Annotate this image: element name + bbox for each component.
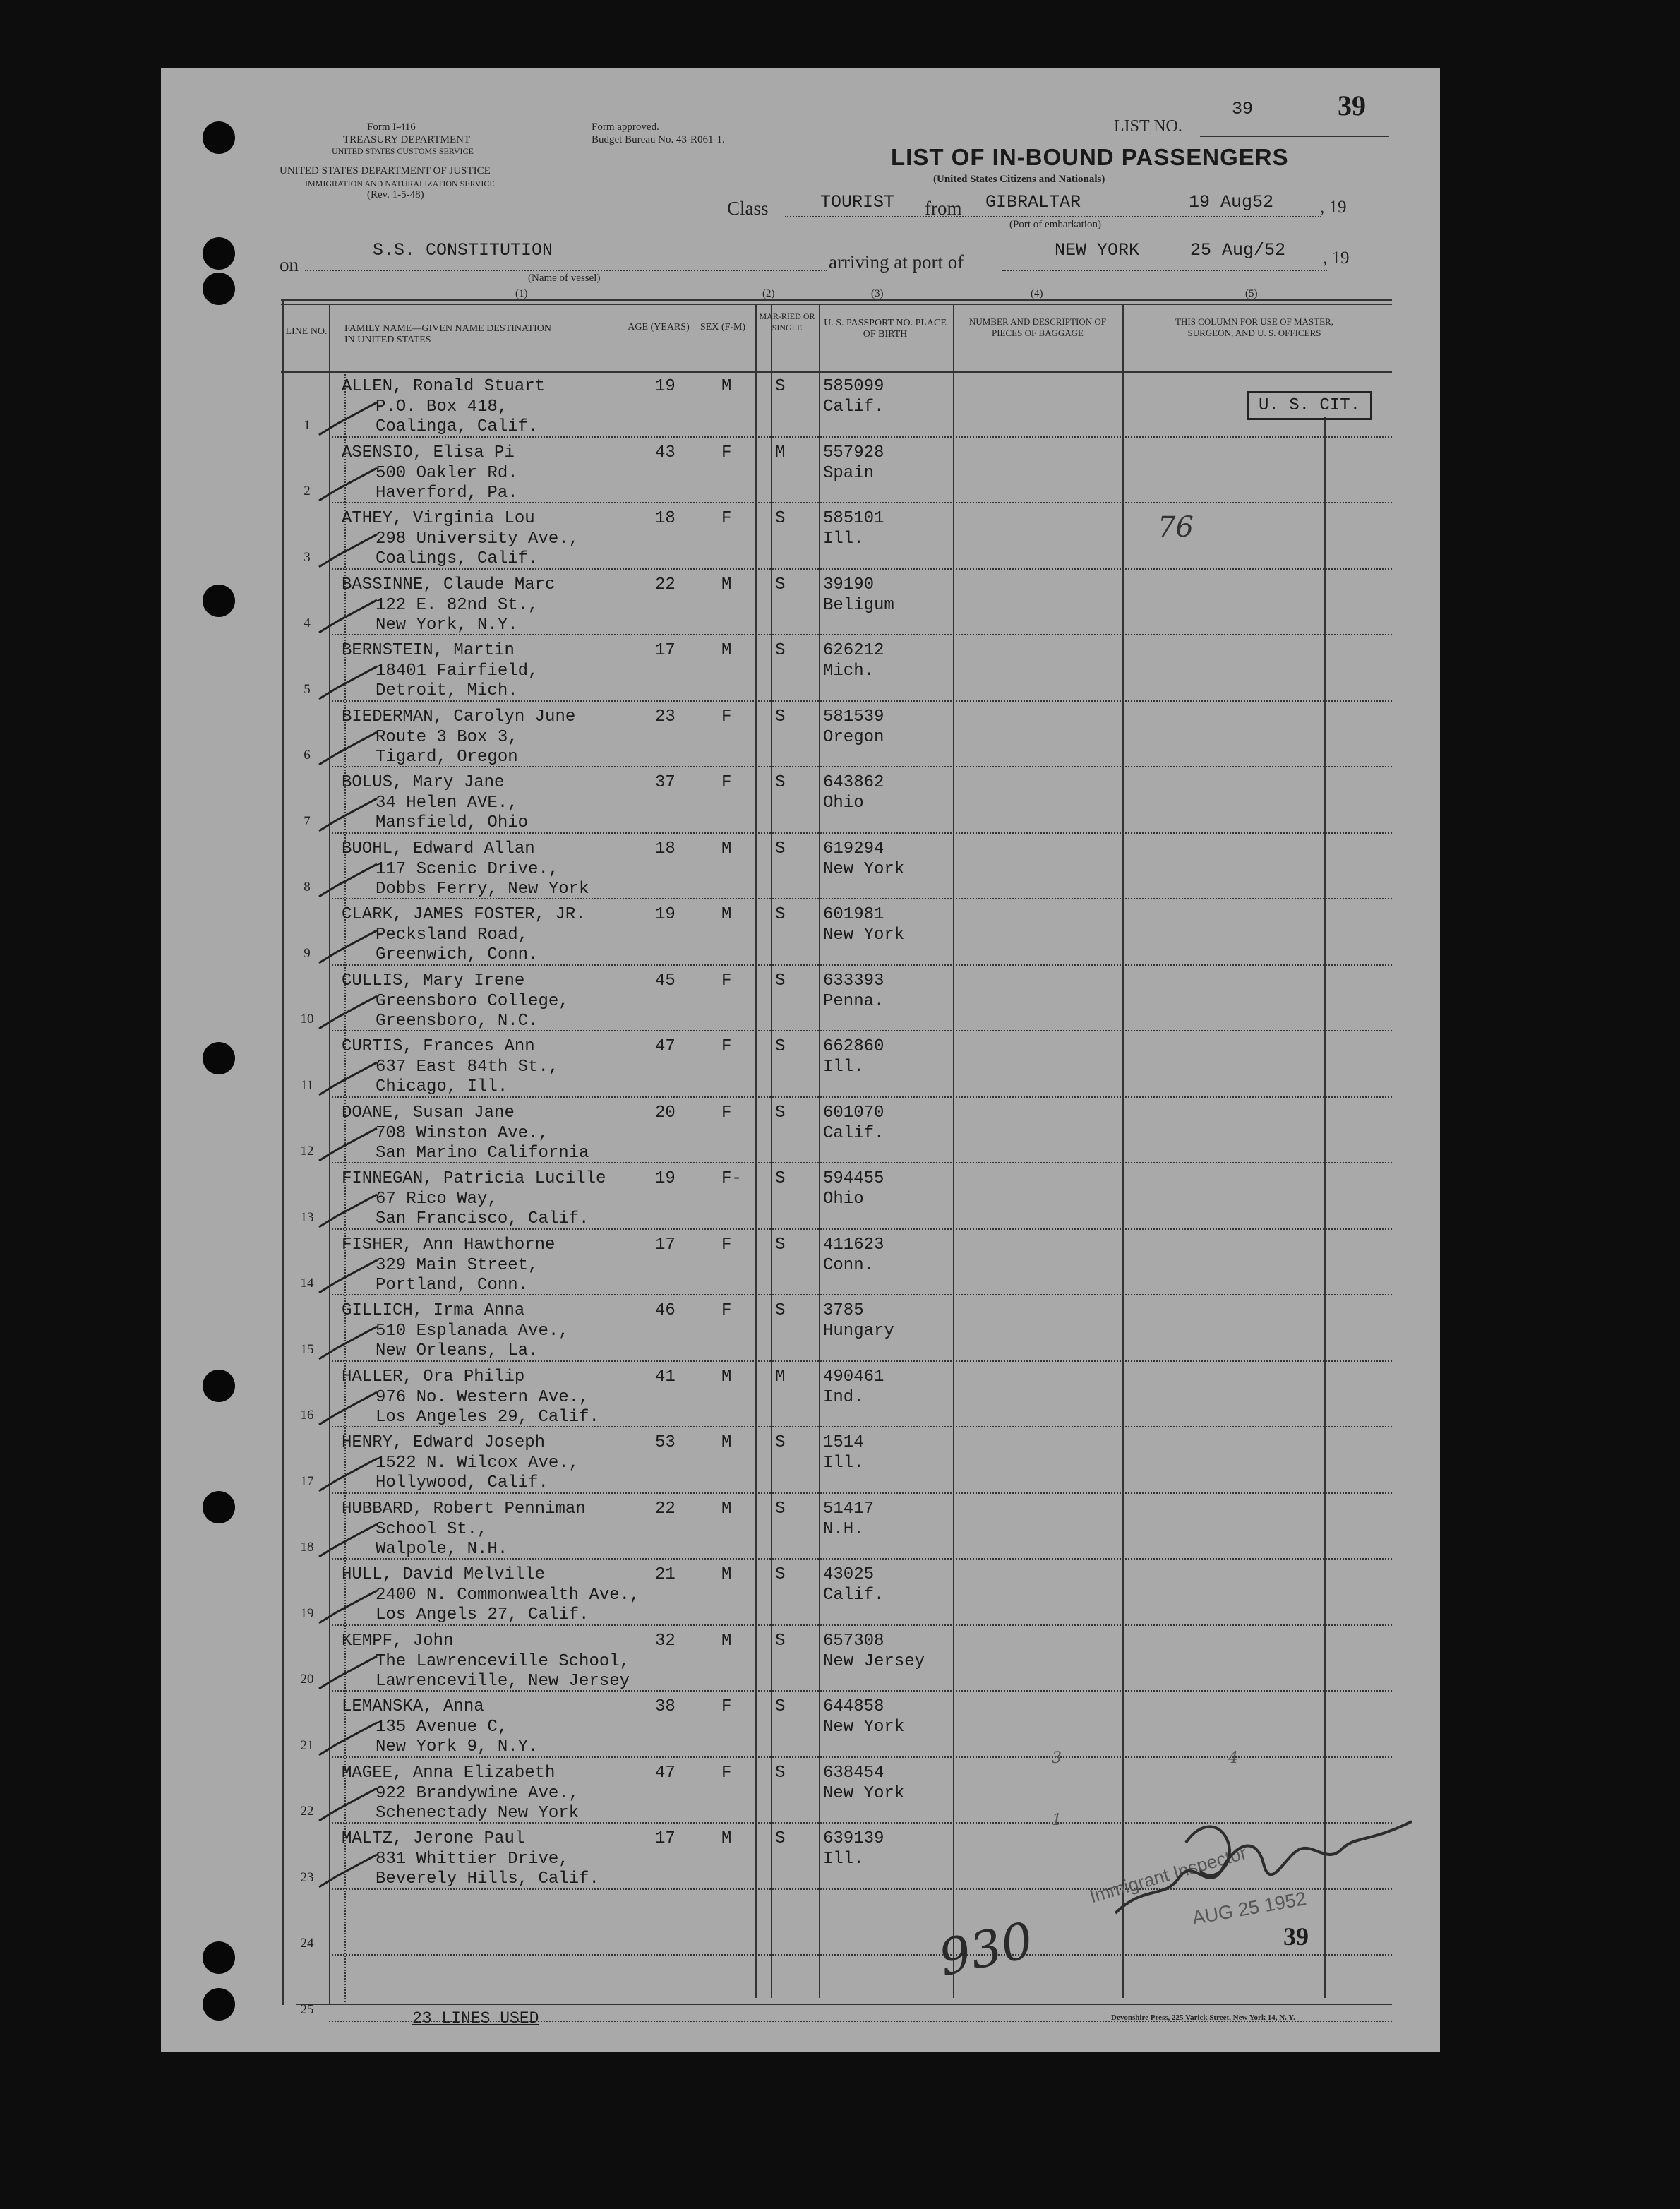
form-number: Form I-416 (367, 121, 416, 133)
passenger-age: 32 (655, 1631, 676, 1651)
passenger-sex: M (721, 1367, 732, 1387)
column-number: (5) (1245, 288, 1258, 299)
document-subtitle: (United States Citizens and Nationals) (933, 174, 1105, 185)
passenger-name: MALTZ, Jerone Paul (342, 1829, 525, 1848)
table-row (0, 438, 1680, 504)
passenger-address-1: P.O. Box 418, (376, 397, 508, 417)
passenger-address-1: 329 Main Street, (376, 1255, 539, 1275)
passenger-address-2: New York 9, N.Y. (376, 1737, 539, 1756)
place-of-birth: Calif. (823, 1586, 884, 1605)
passenger-address-1: 831 Whittier Drive, (376, 1850, 569, 1869)
passport-number: 585101 (823, 509, 884, 528)
line-number: 25 (300, 2001, 314, 2017)
inspector-stamp: Immigrant Inspector (1087, 1841, 1249, 1908)
passenger-sex: M (721, 641, 732, 660)
column-number: (2) (762, 288, 775, 299)
passenger-address-2: Coalings, Calif. (376, 549, 539, 568)
treasury-label: TREASURY DEPARTMENT (343, 134, 471, 145)
passenger-name: ASENSIO, Elisa Pi (342, 443, 515, 462)
passenger-address-2: San Francisco, Calif. (376, 1209, 589, 1228)
passenger-address-2: New Orleans, La. (376, 1341, 539, 1360)
passenger-address-1: 510 Esplanada Ave., (376, 1322, 569, 1341)
passenger-age: 18 (655, 839, 676, 858)
marital-status: M (775, 1367, 786, 1387)
column-header-age: AGE (YEARS) (628, 322, 690, 333)
place-of-birth: Oregon (823, 727, 884, 747)
punch-hole (203, 273, 235, 305)
marital-status: S (775, 1301, 786, 1320)
passenger-sex: M (721, 1499, 732, 1519)
passenger-name: ATHEY, Virginia Lou (342, 509, 535, 528)
passenger-sex: F (721, 1763, 732, 1783)
passenger-address-2: Los Angels 27, Calif. (376, 1605, 589, 1624)
marital-status: S (775, 1235, 786, 1255)
arriving-label: arriving at port of (829, 251, 964, 273)
passenger-name: FISHER, Ann Hawthorne (342, 1235, 556, 1255)
column-number: (4) (1031, 288, 1043, 299)
marital-status: S (775, 839, 786, 858)
passenger-address-1: 135 Avenue C, (376, 1718, 508, 1737)
customs-label: UNITED STATES CUSTOMS SERVICE (332, 146, 474, 156)
list-no-typed: 39 (1232, 99, 1254, 119)
line-number: 9 (304, 945, 311, 961)
form-approved: Form approved. (592, 121, 659, 133)
marital-status: M (775, 443, 786, 462)
passenger-address-1: 298 University Ave., (376, 529, 580, 549)
passenger-address-2: Greensboro, N.C. (376, 1011, 539, 1031)
line-number: 2 (304, 484, 311, 498)
marital-status: S (775, 1763, 786, 1783)
passenger-address-1: 500 Oakler Rd. (376, 463, 518, 483)
passenger-age: 46 (655, 1301, 676, 1320)
marital-status: S (775, 1565, 786, 1584)
passenger-age: 23 (655, 707, 676, 726)
line-number: 11 (300, 1077, 314, 1093)
table-row (0, 635, 1680, 702)
passenger-age: 22 (655, 575, 676, 594)
passenger-address-1: 708 Winston Ave., (376, 1123, 548, 1143)
passport-number: 639139 (823, 1829, 884, 1848)
marital-status: S (775, 1037, 786, 1056)
passenger-age: 38 (655, 1697, 676, 1716)
budget-bureau: Budget Bureau No. 43-R061-1. (592, 134, 725, 145)
passport-number: 3785 (823, 1301, 864, 1320)
passenger-sex: F (721, 773, 732, 792)
line-number: 7 (304, 813, 311, 829)
passenger-address-2: Detroit, Mich. (376, 681, 518, 700)
passenger-name: DOANE, Susan Jane (342, 1103, 515, 1123)
passenger-name: ALLEN, Ronald Stuart (342, 377, 546, 396)
table-row (0, 834, 1680, 900)
embarkation-caption: (Port of embarkation) (1009, 219, 1101, 230)
passenger-address-2: Haverford, Pa. (376, 483, 518, 503)
passenger-name: BOLUS, Mary Jane (342, 773, 505, 792)
passport-number: 601981 (823, 905, 884, 924)
passenger-sex: M (721, 1829, 732, 1848)
passenger-age: 17 (655, 641, 676, 660)
arrival-date: 25 Aug/52 (1190, 240, 1286, 261)
passenger-sex: F (721, 1301, 732, 1320)
column-header-officers: THIS COLUMN FOR USE OF MASTER, SURGEON, AND U. S. OFFICERS (1175, 316, 1333, 338)
passenger-name: BASSINNE, Claude Marc (342, 575, 556, 594)
place-of-birth: Conn. (823, 1255, 875, 1275)
us-citizen-stamp: U. S. CIT. (1247, 391, 1372, 420)
passenger-sex: F (721, 1037, 732, 1056)
place-of-birth: N.H. (823, 1519, 864, 1539)
passport-number: 43025 (823, 1565, 875, 1584)
column-number: (3) (871, 288, 884, 299)
line-number: 22 (300, 1804, 314, 1819)
passenger-address-1: 34 Helen AVE., (376, 794, 518, 813)
line-number: 8 (304, 880, 311, 894)
place-of-birth: New Jersey (823, 1651, 925, 1671)
line-number: 10 (300, 1012, 314, 1026)
passenger-address-1: 976 No. Western Ave., (376, 1387, 589, 1407)
passport-number: 490461 (823, 1367, 884, 1387)
marital-status: S (775, 641, 786, 660)
table-row (0, 966, 1680, 1032)
on-label: on (280, 254, 299, 275)
embarkation-date: 19 Aug52 (1189, 192, 1274, 212)
marital-status: S (775, 773, 786, 792)
place-of-birth: New York (823, 859, 905, 879)
passport-number: 594455 (823, 1169, 884, 1188)
passenger-address-1: 122 E. 82nd St., (376, 595, 539, 615)
marital-status: S (775, 1829, 786, 1848)
passport-number: 1514 (823, 1433, 864, 1452)
table-row (0, 1890, 1680, 1956)
passenger-address-1: Greensboro College, (376, 991, 569, 1011)
passenger-address-2: Schenectady New York (376, 1803, 580, 1823)
passenger-address-2: Los Angeles 29, Calif. (376, 1407, 599, 1427)
place-of-birth: Spain (823, 463, 875, 483)
passport-number: 644858 (823, 1697, 884, 1716)
table-row (0, 1494, 1680, 1560)
document-title: LIST OF IN-BOUND PASSENGERS (891, 144, 1289, 170)
passenger-name: LEMANSKA, Anna (342, 1697, 484, 1716)
baggage-mark: 1 (1052, 1812, 1062, 1829)
table-row (0, 1692, 1680, 1758)
printer-imprint: Devonshire Press, 225 Varick Street, New York 14, N. Y. (1111, 2013, 1295, 2022)
line-number: 6 (304, 748, 311, 762)
passenger-sex: M (721, 1631, 732, 1651)
place-of-birth: Calif. (823, 397, 884, 417)
place-of-birth: Ill. (823, 1058, 864, 1077)
column-header-line: LINE NO. (285, 326, 328, 337)
passenger-address-1: Route 3 Box 3, (376, 727, 518, 747)
justice-label: UNITED STATES DEPARTMENT OF JUSTICE (280, 165, 491, 176)
table-row (0, 1163, 1680, 1230)
place-of-birth: Penna. (823, 991, 884, 1011)
passport-number: 581539 (823, 707, 884, 726)
table-row (0, 1758, 1680, 1824)
passenger-address-1: School St., (376, 1519, 488, 1539)
passport-number: 51417 (823, 1499, 875, 1519)
passport-number: 657308 (823, 1631, 884, 1651)
line-number: 23 (300, 1869, 314, 1885)
passenger-name: GILLICH, Irma Anna (342, 1301, 525, 1320)
marital-status: S (775, 971, 786, 990)
passenger-name: HUBBARD, Robert Penniman (342, 1499, 586, 1519)
passenger-sex: M (721, 839, 732, 858)
table-row (0, 1427, 1680, 1494)
place-of-birth: New York (823, 1783, 905, 1803)
table-row (0, 767, 1680, 834)
passport-number: 601070 (823, 1103, 884, 1123)
passenger-age: 41 (655, 1367, 676, 1387)
passenger-name: HENRY, Edward Joseph (342, 1433, 546, 1452)
passport-number: 557928 (823, 443, 884, 462)
passport-number: 411623 (823, 1235, 884, 1255)
table-row (0, 1956, 1680, 2022)
passenger-address-2: Walpole, N.H. (376, 1539, 508, 1559)
passenger-address-1: 2400 N. Commonwealth Ave., (376, 1586, 640, 1605)
punch-hole (203, 237, 235, 270)
marital-status: S (775, 1103, 786, 1123)
passenger-address-2: Hollywood, Calif. (376, 1473, 548, 1492)
table-row (0, 570, 1680, 636)
marital-status: S (775, 1169, 786, 1188)
passenger-name: HALLER, Ora Philip (342, 1367, 525, 1387)
vessel-name: S.S. CONSTITUTION (373, 240, 553, 261)
passenger-sex: M (721, 377, 732, 396)
year-suffix: , 19 (1320, 198, 1347, 217)
year-suffix-2: , 19 (1323, 249, 1350, 268)
table-row (0, 503, 1680, 570)
passenger-address-1: 67 Rico Way, (376, 1190, 498, 1209)
inspector-signature (1101, 1793, 1426, 1952)
passenger-sex: F (721, 509, 732, 528)
passenger-age: 18 (655, 509, 676, 528)
arrival-port: NEW YORK (1055, 240, 1140, 261)
passenger-sex: F (721, 1235, 732, 1255)
table-row (0, 1560, 1680, 1626)
table-row (0, 1031, 1680, 1098)
table-row (0, 1362, 1680, 1428)
passenger-address-2: Dobbs Ferry, New York (376, 879, 589, 899)
marital-status: S (775, 377, 786, 396)
passenger-name: CLARK, JAMES FOSTER, JR. (342, 905, 586, 924)
passenger-age: 47 (655, 1037, 676, 1056)
table-row (0, 371, 1680, 438)
line-number: 5 (304, 681, 311, 697)
passenger-name: BUOHL, Edward Allan (342, 839, 535, 858)
passenger-age: 43 (655, 443, 676, 462)
column-header-sex: SEX (F-M) (700, 322, 746, 333)
passenger-address-2: Beverely Hills, Calif. (376, 1869, 599, 1888)
passenger-name: FINNEGAN, Patricia Lucille (342, 1169, 606, 1188)
place-of-birth: New York (823, 1718, 905, 1737)
line-number: 12 (300, 1144, 314, 1159)
passenger-sex: F (721, 1697, 732, 1716)
officer-mark: 76 (1158, 511, 1194, 544)
passenger-age: 53 (655, 1433, 676, 1452)
column-header-married: MAR-RIED OR SINGLE (759, 311, 815, 333)
marital-status: S (775, 707, 786, 726)
passenger-sex: M (721, 575, 732, 594)
passenger-address-2: Greenwich, Conn. (376, 945, 539, 964)
marital-status: S (775, 1631, 786, 1651)
page-number: 39 (1283, 1922, 1309, 1951)
passenger-name: HULL, David Melville (342, 1565, 546, 1584)
lines-used: 23 LINES USED (412, 2009, 539, 2028)
column-header-name: FAMILY NAME—GIVEN NAME DESTINATION IN UNITED STATES (344, 323, 551, 345)
passport-number: 662860 (823, 1037, 884, 1056)
officer-mark: 4 (1228, 1749, 1238, 1767)
column-number: (1) (515, 288, 528, 299)
passenger-address-1: Pecksland Road, (376, 926, 529, 945)
inspector-stamp-date: AUG 25 1952 (1190, 1888, 1308, 1929)
line-number: 21 (300, 1737, 314, 1753)
list-no-handwritten: 39 (1338, 90, 1366, 121)
passenger-address-2: Lawrenceville, New Jersey (376, 1671, 630, 1691)
passenger-name: BIEDERMAN, Carolyn June (342, 707, 576, 726)
passenger-sex: M (721, 905, 732, 924)
marital-status: S (775, 1433, 786, 1452)
line-number: 13 (300, 1209, 314, 1225)
marital-status: S (775, 575, 786, 594)
table-row (0, 702, 1680, 768)
place-of-birth: Hungary (823, 1322, 894, 1341)
passenger-age: 20 (655, 1103, 676, 1123)
passport-number: 39190 (823, 575, 875, 594)
column-header-baggage: NUMBER AND DESCRIPTION OF PIECES OF BAGGAGE (969, 316, 1106, 338)
passenger-name: BERNSTEIN, Martin (342, 641, 515, 660)
marital-status: S (775, 1697, 786, 1716)
passenger-address-2: Tigard, Oregon (376, 747, 518, 767)
revision-label: (Rev. 1-5-48) (367, 189, 424, 200)
place-of-birth: Ill. (823, 529, 864, 549)
line-number: 14 (300, 1276, 314, 1291)
passenger-address-2: Mansfield, Ohio (376, 813, 529, 832)
table-row (0, 1824, 1680, 1890)
place-of-birth: Beligum (823, 595, 894, 615)
baggage-mark: 3 (1052, 1749, 1062, 1767)
ins-label: IMMIGRATION AND NATURALIZATION SERVICE (305, 179, 495, 188)
marital-status: S (775, 509, 786, 528)
line-number: 17 (300, 1473, 314, 1489)
passport-number: 643862 (823, 773, 884, 792)
passport-number: 619294 (823, 839, 884, 858)
passenger-address-2: Coalinga, Calif. (376, 417, 539, 436)
passenger-age: 22 (655, 1499, 676, 1519)
passenger-age: 19 (655, 1169, 676, 1188)
punch-hole (203, 121, 235, 154)
place-of-birth: Ohio (823, 1190, 864, 1209)
passport-number: 626212 (823, 641, 884, 660)
passenger-address-1: The Lawrenceville School, (376, 1651, 630, 1671)
handwritten-total: 930 (933, 1911, 1038, 1987)
column-header-passport: U. S. PASSPORT NO. PLACE OF BIRTH (824, 318, 947, 340)
place-of-birth: Calif. (823, 1123, 884, 1143)
line-number: 20 (300, 1672, 314, 1687)
passenger-age: 37 (655, 773, 676, 792)
passenger-sex: M (721, 1565, 732, 1584)
passenger-name: CURTIS, Frances Ann (342, 1037, 535, 1056)
passenger-age: 17 (655, 1235, 676, 1255)
marital-status: S (775, 905, 786, 924)
passenger-sex: F (721, 1103, 732, 1123)
passenger-sex: F (721, 971, 732, 990)
table-row (0, 1230, 1680, 1296)
place-of-birth: Ill. (823, 1454, 864, 1473)
line-number: 1 (304, 417, 311, 433)
table-row (0, 899, 1680, 966)
passenger-address-1: 637 East 84th St., (376, 1058, 559, 1077)
class-value: TOURIST (820, 192, 895, 212)
port-of-embarkation: GIBRALTAR (985, 192, 1081, 212)
table-row (0, 1098, 1680, 1164)
passenger-address-1: 117 Scenic Drive., (376, 859, 559, 879)
table-row (0, 1295, 1680, 1362)
line-number: 16 (300, 1408, 314, 1423)
place-of-birth: Ohio (823, 794, 864, 813)
passenger-name: CULLIS, Mary Irene (342, 971, 525, 990)
passenger-sex: F- (721, 1169, 742, 1188)
passenger-address-2: Chicago, Ill. (376, 1077, 508, 1096)
passenger-age: 45 (655, 971, 676, 990)
line-number: 3 (304, 549, 311, 565)
passenger-sex: M (721, 1433, 732, 1452)
passport-number: 633393 (823, 971, 884, 990)
passenger-name: MAGEE, Anna Elizabeth (342, 1763, 556, 1783)
passenger-name: KEMPF, John (342, 1631, 454, 1651)
line-number: 4 (304, 616, 311, 630)
passenger-age: 19 (655, 377, 676, 396)
place-of-birth: Mich. (823, 661, 875, 681)
line-number: 18 (300, 1540, 314, 1555)
from-label: from (925, 198, 962, 219)
passenger-address-2: San Marino California (376, 1143, 589, 1163)
passenger-address-2: New York, N.Y. (376, 615, 518, 635)
passenger-age: 19 (655, 905, 676, 924)
passenger-age: 21 (655, 1565, 676, 1584)
passenger-sex: F (721, 707, 732, 726)
line-number: 24 (300, 1936, 314, 1951)
passport-number: 585099 (823, 377, 884, 396)
passenger-sex: F (721, 443, 732, 462)
marital-status: S (775, 1499, 786, 1519)
passenger-age: 17 (655, 1829, 676, 1848)
vessel-caption: (Name of vessel) (528, 273, 601, 284)
place-of-birth: Ill. (823, 1850, 864, 1869)
class-label: Class (727, 198, 769, 219)
table-row (0, 1626, 1680, 1692)
place-of-birth: Ind. (823, 1387, 864, 1407)
line-number: 15 (300, 1341, 314, 1357)
passenger-address-1: 1522 N. Wilcox Ave., (376, 1454, 580, 1473)
line-number: 19 (300, 1605, 314, 1621)
passenger-address-1: 922 Brandywine Ave., (376, 1783, 580, 1803)
passenger-address-2: Portland, Conn. (376, 1275, 529, 1295)
passport-number: 638454 (823, 1763, 884, 1783)
passenger-age: 47 (655, 1763, 676, 1783)
place-of-birth: New York (823, 926, 905, 945)
passenger-address-1: 18401 Fairfield, (376, 661, 539, 681)
list-no-label: LIST NO. (1114, 117, 1182, 136)
